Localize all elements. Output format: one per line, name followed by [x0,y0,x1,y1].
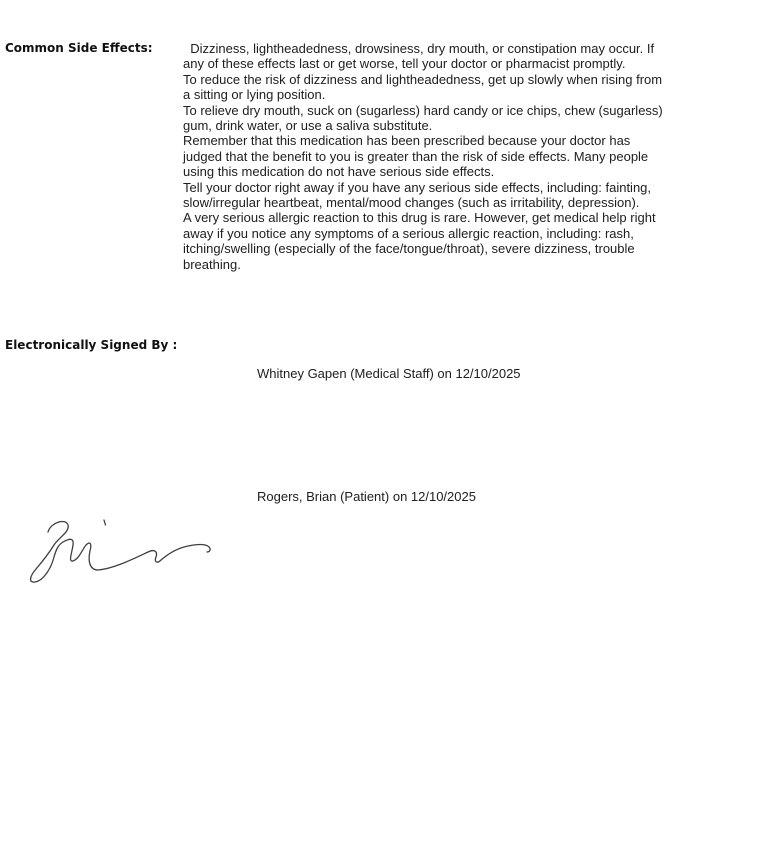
side-effects-text-block [183,41,667,272]
common-side-effects-label: Common Side Effects: [5,41,153,55]
side-effects-paragraph: Tell your doctor right away if you have any serious side effects, including: fainting, slow/irregular heartbeat, mental/mood changes (such as irritability, depression). [183,179,655,211]
side-effects-paragraph: Remember that this medication has been prescribed because your doctor has judged that the benefit to you is greater than the risk of side effects. Many people using this medication do not have serious side effects. [183,133,652,180]
signer-medical-staff: Whitney Gapen (Medical Staff) on 12/10/2025 [257,366,521,381]
handwritten-signature-icon [18,512,218,592]
side-effects-paragraph: To reduce the risk of dizziness and lightheadedness, get up slowly when rising from a sitting or lying position. [183,71,666,103]
side-effects-paragraph: To relieve dry mouth, suck on (sugarless) hard candy or ice chips, chew (sugarless) gum, drink water, or use a saliva substitute. [183,102,667,134]
electronically-signed-by-label: Electronically Signed By : [5,338,178,352]
side-effects-paragraph: A very serious allergic reaction to this drug is rare. However, get medical help right away if you notice any symptoms of a serious allergic reaction, including: rash, itching/swelling (especially of the face/tongue/throat), severe dizziness, trouble breathing. [183,210,660,272]
signer-patient: Rogers, Brian (Patient) on 12/10/2025 [257,489,476,504]
side-effects-paragraph: Dizziness, lightheadedness, drowsiness, dry mouth, or constipation may occur. If any of these effects last or get worse, tell your doctor or pharmacist promptly. [183,41,658,72]
